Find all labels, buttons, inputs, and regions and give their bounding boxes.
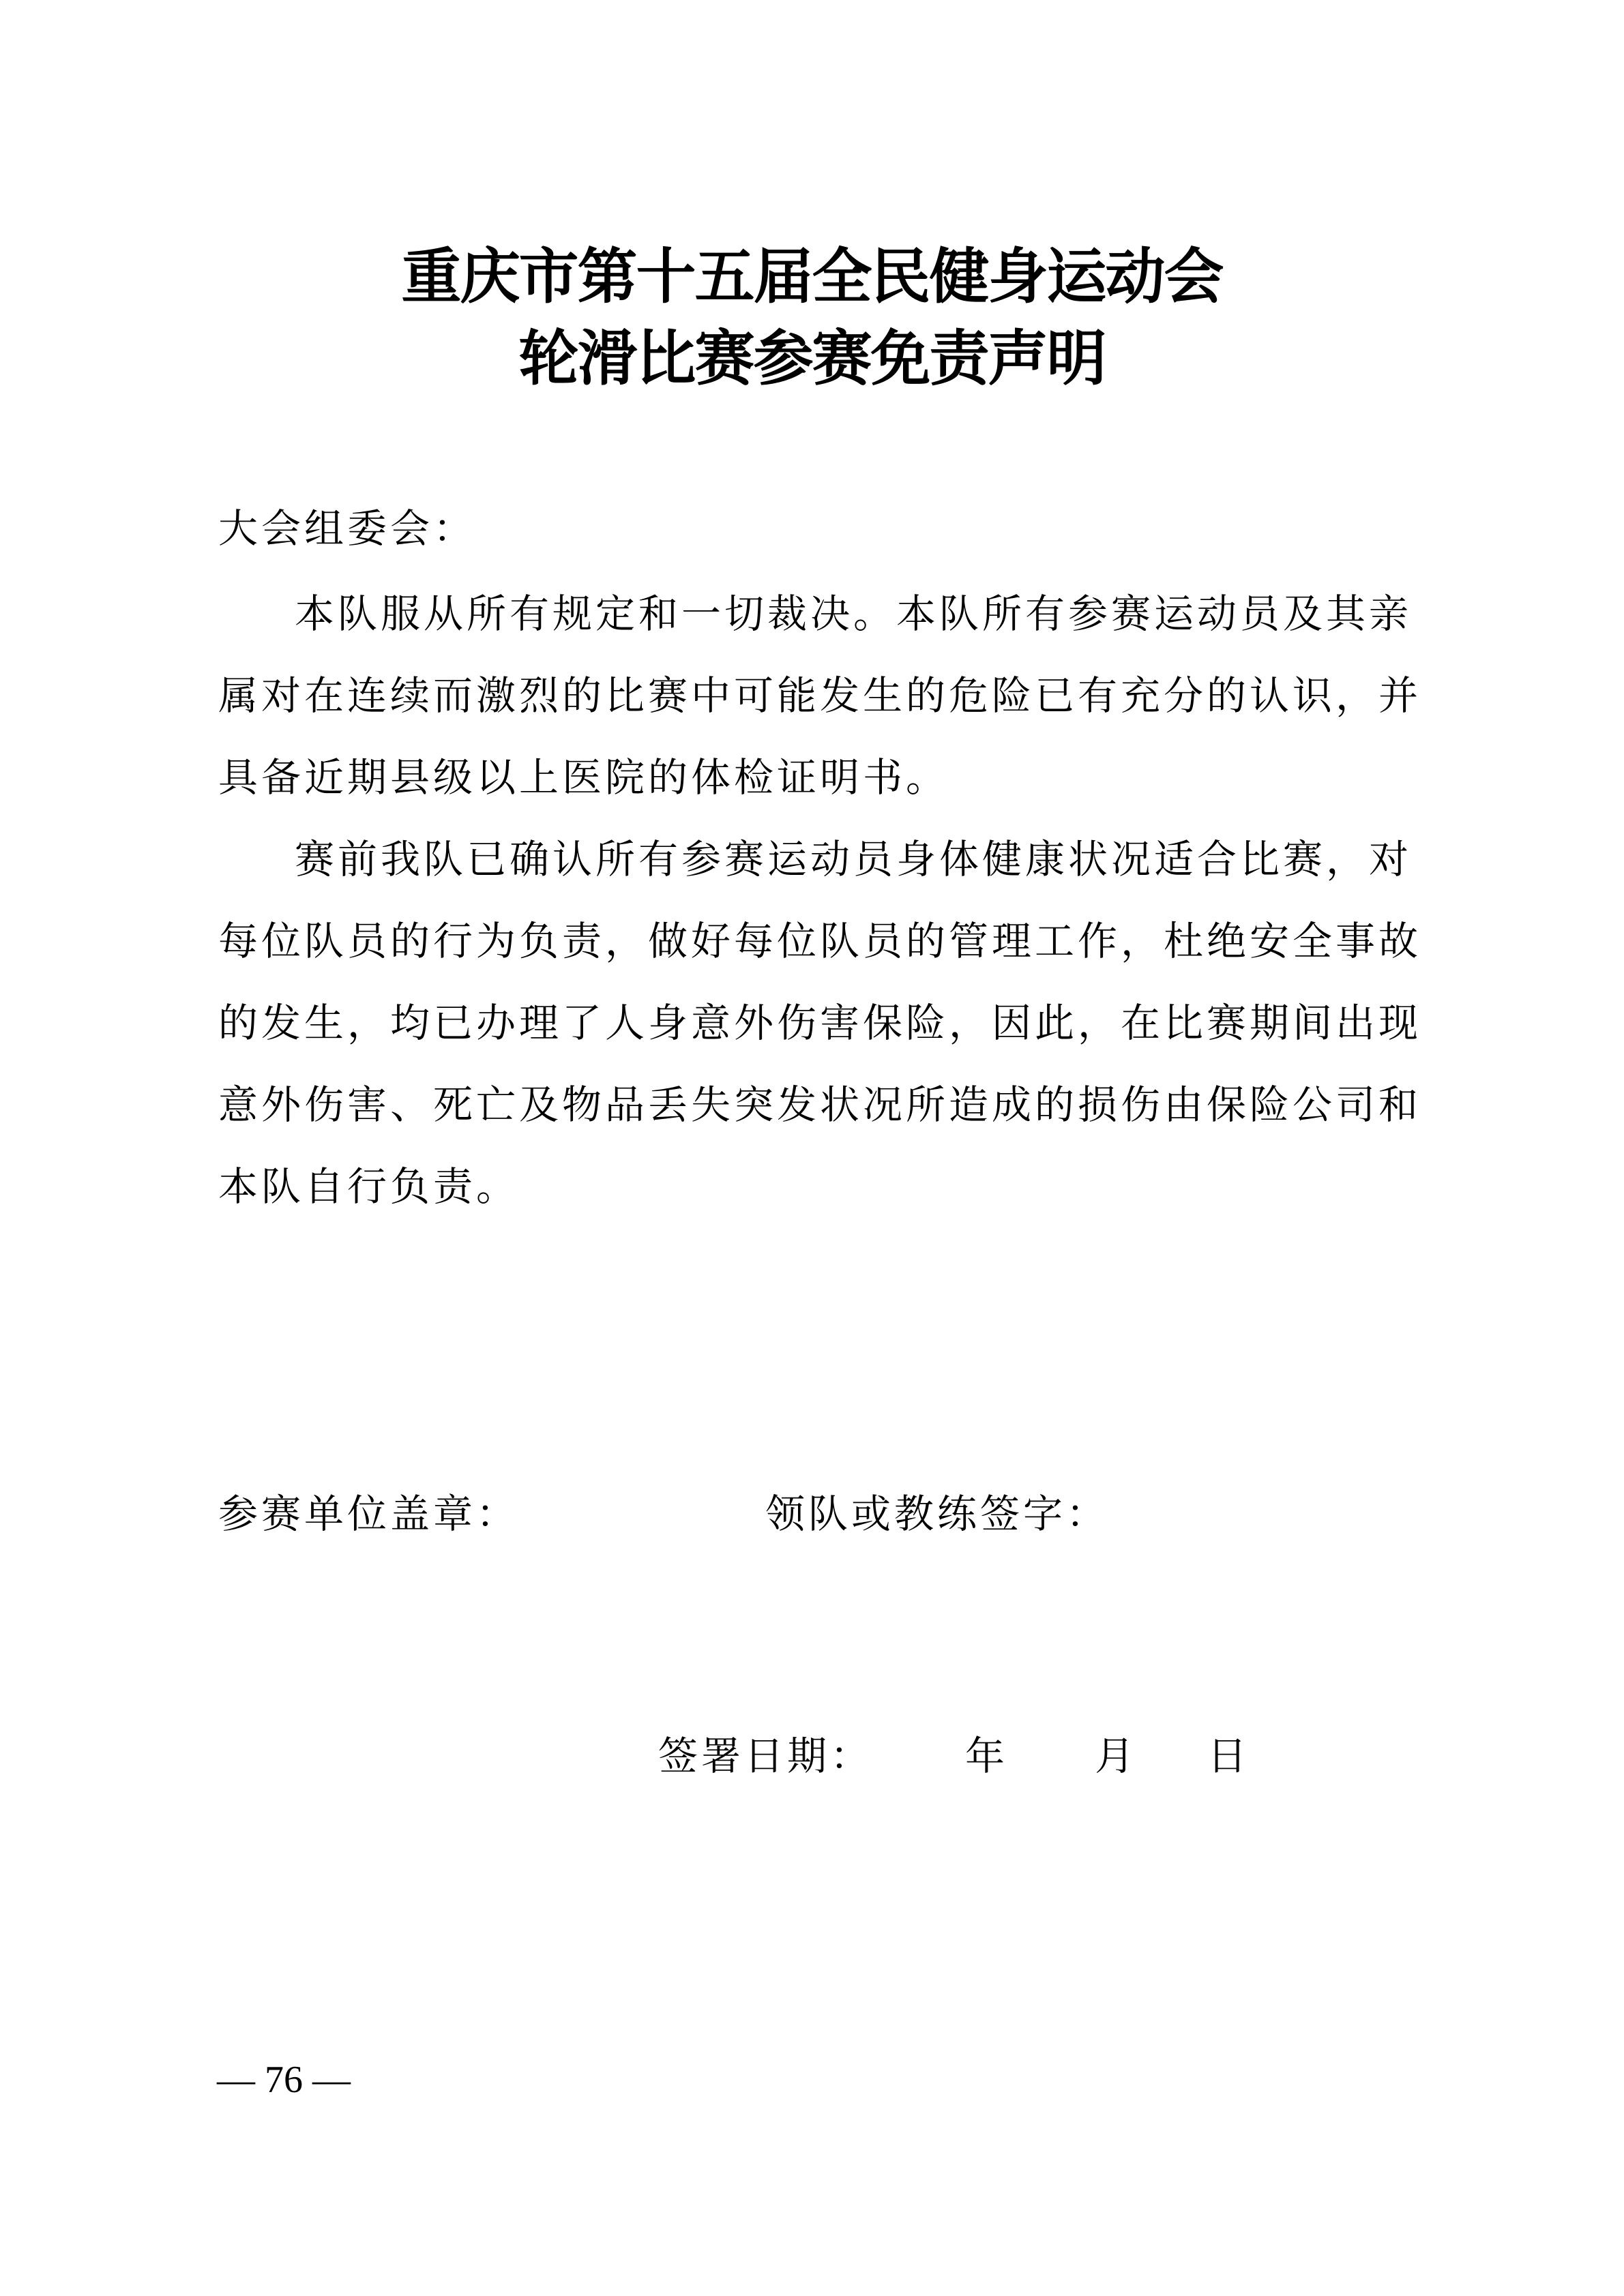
document-title-line-2: 轮滑比赛参赛免责声明 (518, 323, 1106, 393)
date-month-label: 月 (1095, 1733, 1138, 1779)
date-year-label: 年 (965, 1733, 1009, 1779)
paragraph-2-line-1: 赛前我队已确认所有参赛运动员身体健康状况适合比赛，对 (295, 836, 1413, 882)
paragraph-2-line-3: 的发生，均已办理了人身意外伤害保险，因此，在比赛期间出现 (218, 1000, 1422, 1046)
paragraph-1-line-2: 属对在连续而激烈的比赛中可能发生的危险已有充分的认识，并 (218, 672, 1422, 719)
paragraph-2-line-5: 本队自行负责。 (218, 1163, 520, 1210)
paragraph-2-line-2: 每位队员的行为负责，做好每位队员的管理工作，杜绝安全事故 (218, 918, 1422, 964)
paragraph-1-line-3: 具备近期县级以上医院的体检证明书。 (218, 754, 949, 801)
page-number: — 76 — (217, 2059, 351, 2101)
date-day-label: 日 (1207, 1733, 1251, 1779)
salutation: 大会组委会： (218, 505, 477, 552)
paragraph-1-line-1: 本队服从所有规定和一切裁决。本队所有参赛运动员及其亲 (295, 591, 1413, 637)
coach-signature-label: 领队或教练签字： (765, 1491, 1110, 1537)
unit-seal-label: 参赛单位盖章： (218, 1491, 520, 1537)
paragraph-2-line-4: 意外伤害、死亡及物品丢失突发状况所造成的损伤由保险公司和 (218, 1082, 1422, 1128)
signing-date-label: 签署日期： (658, 1733, 874, 1779)
document-title-line-1: 重庆市第十五届全民健身运动会 (401, 241, 1223, 312)
